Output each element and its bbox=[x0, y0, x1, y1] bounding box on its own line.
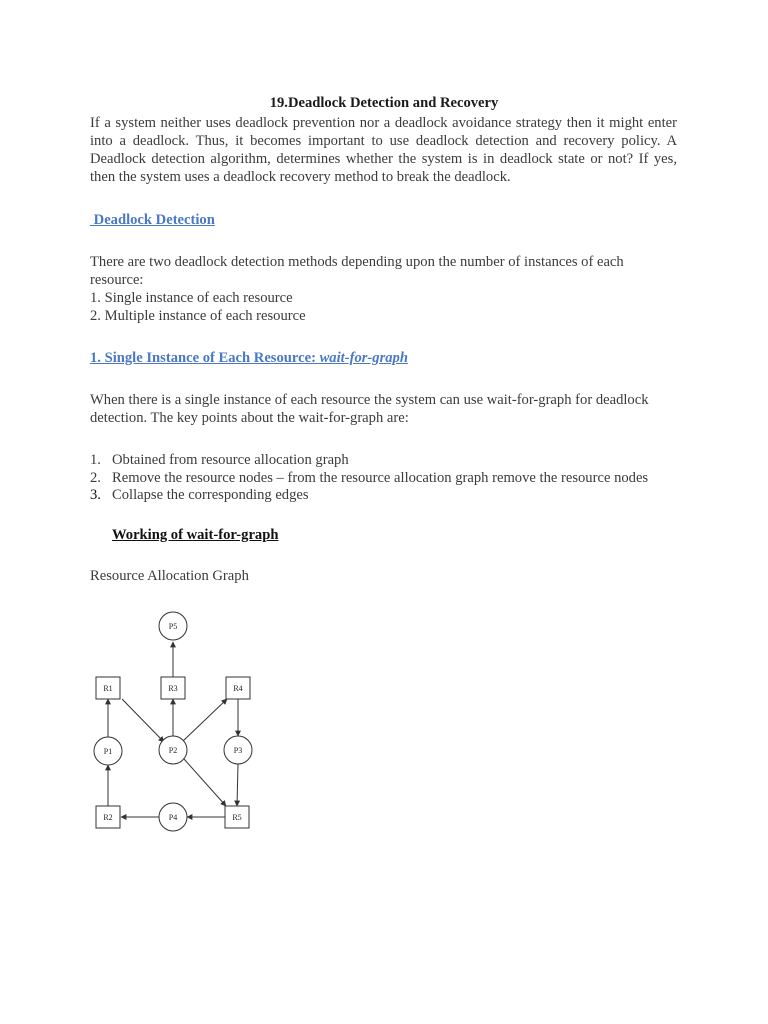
node-r5 bbox=[225, 806, 249, 828]
node-p4 bbox=[159, 803, 187, 831]
single-instance-heading-text: 1. Single Instance of Each Resource: bbox=[90, 350, 320, 366]
list-item bbox=[90, 470, 648, 488]
key-points-list bbox=[90, 452, 648, 505]
edge-p2-r4 bbox=[183, 699, 227, 741]
svg-text:P2: P2 bbox=[168, 746, 178, 755]
node-r2 bbox=[96, 806, 120, 828]
svg-text:P3: P3 bbox=[233, 746, 243, 755]
wait-for-graph-paragraph: When there is a single instance of each resource the system can use wait-for-graph for deadlock detection. The key points about the wait-for-graph are: bbox=[90, 392, 649, 426]
svg-text:R1: R1 bbox=[103, 684, 113, 693]
single-instance-heading-italic: wait-for-graph bbox=[319, 350, 408, 366]
svg-text:R5: R5 bbox=[232, 813, 242, 822]
list-text: Remove the resource nodes – from the resource allocation graph remove the resource nodes bbox=[112, 469, 649, 486]
edge-p3-r5 bbox=[237, 764, 238, 806]
node-p1 bbox=[94, 737, 122, 765]
node-p5 bbox=[159, 612, 187, 640]
edge-p2-r5 bbox=[184, 759, 226, 806]
rag-caption: Resource Allocation Graph bbox=[90, 568, 249, 584]
methods-intro: There are two deadlock detection methods depending upon the number of instances of each resource: bbox=[90, 254, 624, 288]
methods-paragraph bbox=[90, 253, 680, 325]
list-number: 2. bbox=[90, 469, 101, 486]
node-r4 bbox=[226, 677, 250, 699]
resource-allocation-graph bbox=[86, 600, 266, 840]
list-text: Collapse the corresponding edges bbox=[112, 487, 309, 504]
edge-r1-p2 bbox=[122, 699, 164, 742]
deadlock-detection-heading[interactable]: Deadlock Detection bbox=[90, 212, 215, 228]
method-item-1: 1. Single instance of each resource bbox=[90, 290, 293, 306]
intro-paragraph: If a system neither uses deadlock prevention nor a deadlock avoidance strategy then it might enter into a deadlock. Thus, it becomes important to use deadlock detection and recovery policy. A Deadlock detection algorithm, determines whether the system is in deadlock state or not? If yes, then the system uses a deadlock recovery method to break the deadlock. bbox=[90, 115, 677, 185]
svg-text:R2: R2 bbox=[103, 813, 113, 822]
method-item-2: 2. Multiple instance of each resource bbox=[90, 308, 306, 324]
single-instance-heading[interactable] bbox=[90, 349, 408, 367]
node-p3 bbox=[224, 736, 252, 764]
page-title: 19.Deadlock Detection and Recovery bbox=[269, 95, 499, 111]
list-number: 1. bbox=[90, 452, 101, 468]
svg-text:R4: R4 bbox=[233, 684, 243, 693]
node-r1 bbox=[96, 677, 120, 699]
list-text: Obtained from resource allocation graph bbox=[112, 452, 349, 468]
list-number: 3. bbox=[90, 487, 101, 504]
svg-text:P5: P5 bbox=[168, 622, 178, 631]
svg-text:R3: R3 bbox=[168, 684, 178, 693]
node-p2 bbox=[159, 736, 187, 764]
svg-text:P1: P1 bbox=[103, 747, 113, 756]
node-r3 bbox=[161, 677, 185, 699]
working-heading: Working of wait-for-graph bbox=[112, 527, 279, 543]
list-item bbox=[90, 487, 648, 505]
list-item bbox=[90, 452, 648, 470]
svg-text:P4: P4 bbox=[168, 813, 178, 822]
